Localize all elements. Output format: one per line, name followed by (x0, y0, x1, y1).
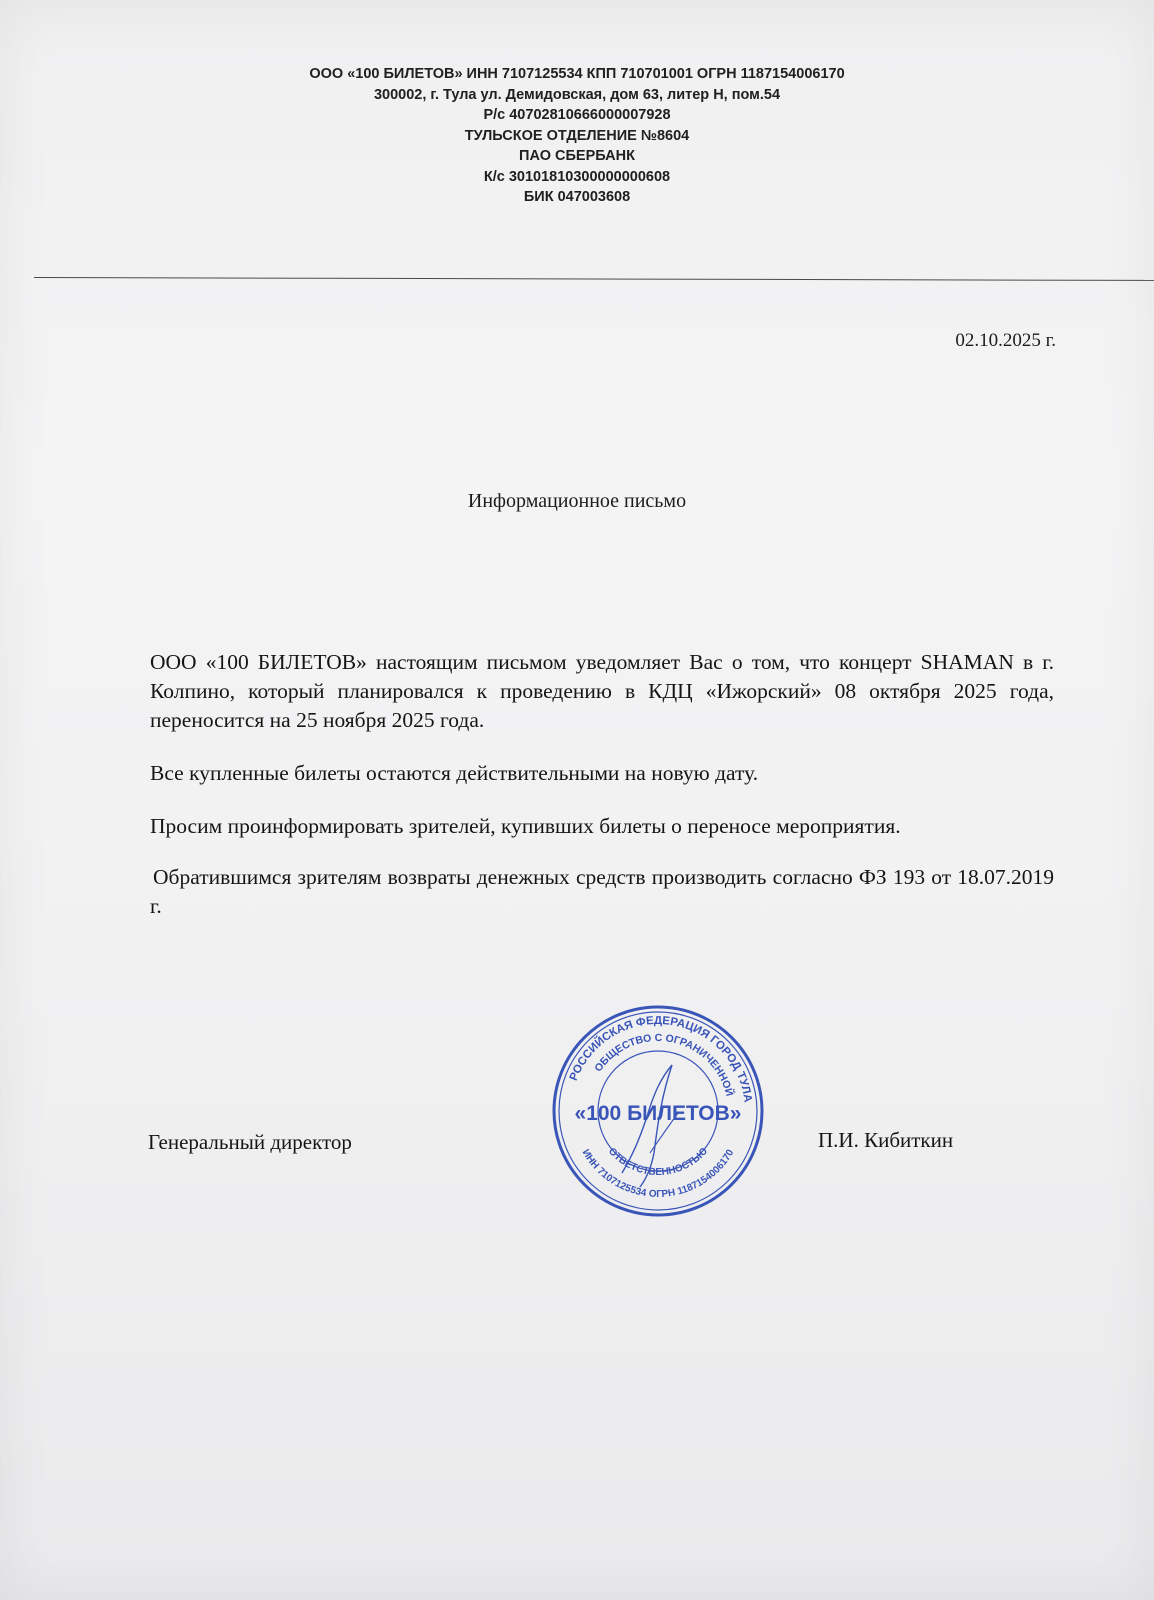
header-line-branch: ТУЛЬСКОЕ ОТДЕЛЕНИЕ №8604 (464, 127, 690, 144)
header-line-corr-account: К/с 30101810300000000608 (483, 168, 671, 185)
paragraph-tickets-valid: Все купленные билеты остаются действительными на новую дату. (150, 761, 759, 785)
signatory-role: Генеральный директор (148, 1130, 352, 1154)
header-line-account: Р/с 40702810666000007928 (483, 107, 671, 123)
paragraph-refunds: Обратившимся зрителям возвраты денежных средств производить согласно ФЗ 193 от 18.07.2019 г. (150, 865, 1054, 918)
signatory-name: П.И. Кибиткин (818, 1128, 954, 1152)
header-line-bik: БИК 047003608 (523, 189, 631, 205)
stamp-outer-text: РОССИЙСКАЯ ФЕДЕРАЦИЯ ГОРОД ТУЛА (567, 1014, 754, 1104)
letter-title: Информационное письмо (467, 490, 687, 512)
stamp-inner-text: ОБЩЕСТВО С ОГРАНИЧЕННОЙ (592, 1031, 736, 1098)
letter-body (150, 648, 1054, 921)
paragraph-notice: ООО «100 БИЛЕТОВ» настоящим письмом уведомляет Вас о том, что концерт SHAMAN в г. Колпино, который планировался к проведению в КДЦ «Ижорский» 08 октября 2025 года, переносится на 25 ноября 2025 года. (150, 650, 1054, 732)
stamp-bottom-inner-text: ОТВЕТСТВЕННОСТЬЮ (605, 1145, 711, 1179)
header-line-address: 300002, г. Тула ул. Демидовская, дом 63, литер Н, пом.54 (373, 86, 781, 103)
header-line-bank: ПАО СБЕРБАНК (519, 148, 635, 164)
stamp-center-text: «100 БИЛЕТОВ» (574, 1102, 742, 1125)
stamp-bottom-outer-text: ИНН 7107125534 ОГРН 1187154006170 (579, 1147, 737, 1201)
letter-date: 02.10.2025 г. (955, 330, 1056, 351)
company-seal-stamp (550, 1003, 766, 1219)
header-divider (34, 277, 1154, 281)
paragraph-inform-viewers: Просим проинформировать зрителей, купивших билеты о переносе мероприятия. (150, 814, 901, 838)
header-line-company: ООО «100 БИЛЕТОВ» ИНН 7107125534 КПП 710701001 ОГРН 1187154006170 (309, 66, 845, 82)
company-requisites-header (0, 64, 1154, 208)
